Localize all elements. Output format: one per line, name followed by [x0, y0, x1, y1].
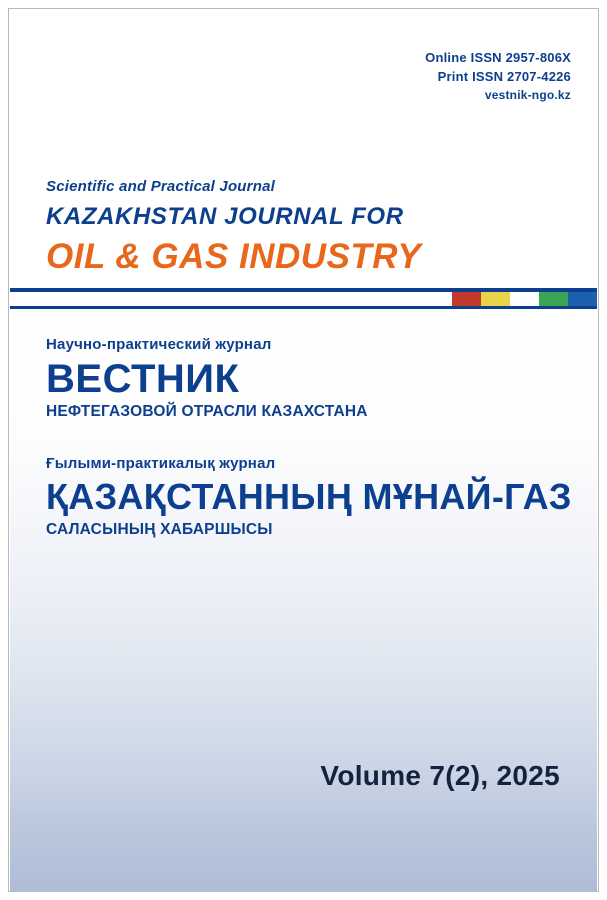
russian-title: ВЕСТНИК — [46, 357, 240, 401]
english-title-block — [46, 178, 566, 277]
russian-title-block — [46, 336, 566, 421]
english-title-line-1: KAZAKHSTAN JOURNAL FOR — [46, 203, 404, 230]
english-title-line-2: OIL & GAS INDUSTRY — [46, 237, 422, 276]
color-bar-white — [510, 292, 539, 306]
volume-label: Volume 7(2), 2025 — [320, 760, 560, 791]
online-issn-text: Online ISSN 2957-806X — [425, 50, 571, 65]
english-subtitle: Scientific and Practical Journal — [46, 178, 275, 195]
rule-line-bottom — [10, 306, 597, 309]
journal-website-text: vestnik-ngo.kz — [484, 88, 571, 102]
color-bar-green — [539, 292, 568, 306]
color-bar-yellow — [481, 292, 510, 306]
color-bar-group — [452, 292, 597, 306]
kazakh-title: ҚАЗАҚСТАННЫҢ МҰНАЙ-ГАЗ — [46, 476, 572, 517]
russian-title-line-2: НЕФТЕГАЗОВОЙ ОТРАСЛИ КАЗАХСТАНА — [46, 403, 368, 420]
kazakh-title-line-2: САЛАСЫНЫҢ ХАБАРШЫСЫ — [46, 521, 273, 538]
kazakh-subtitle: Ғылыми-практикалық журнал — [46, 455, 276, 472]
color-bar-blue — [568, 292, 597, 306]
print-issn-text: Print ISSN 2707-4226 — [437, 69, 571, 84]
decorative-rule — [10, 288, 597, 310]
color-bar-red — [452, 292, 481, 306]
russian-subtitle: Научно-практический журнал — [46, 336, 272, 353]
kazakh-title-block — [46, 455, 586, 539]
issn-block — [425, 48, 571, 105]
